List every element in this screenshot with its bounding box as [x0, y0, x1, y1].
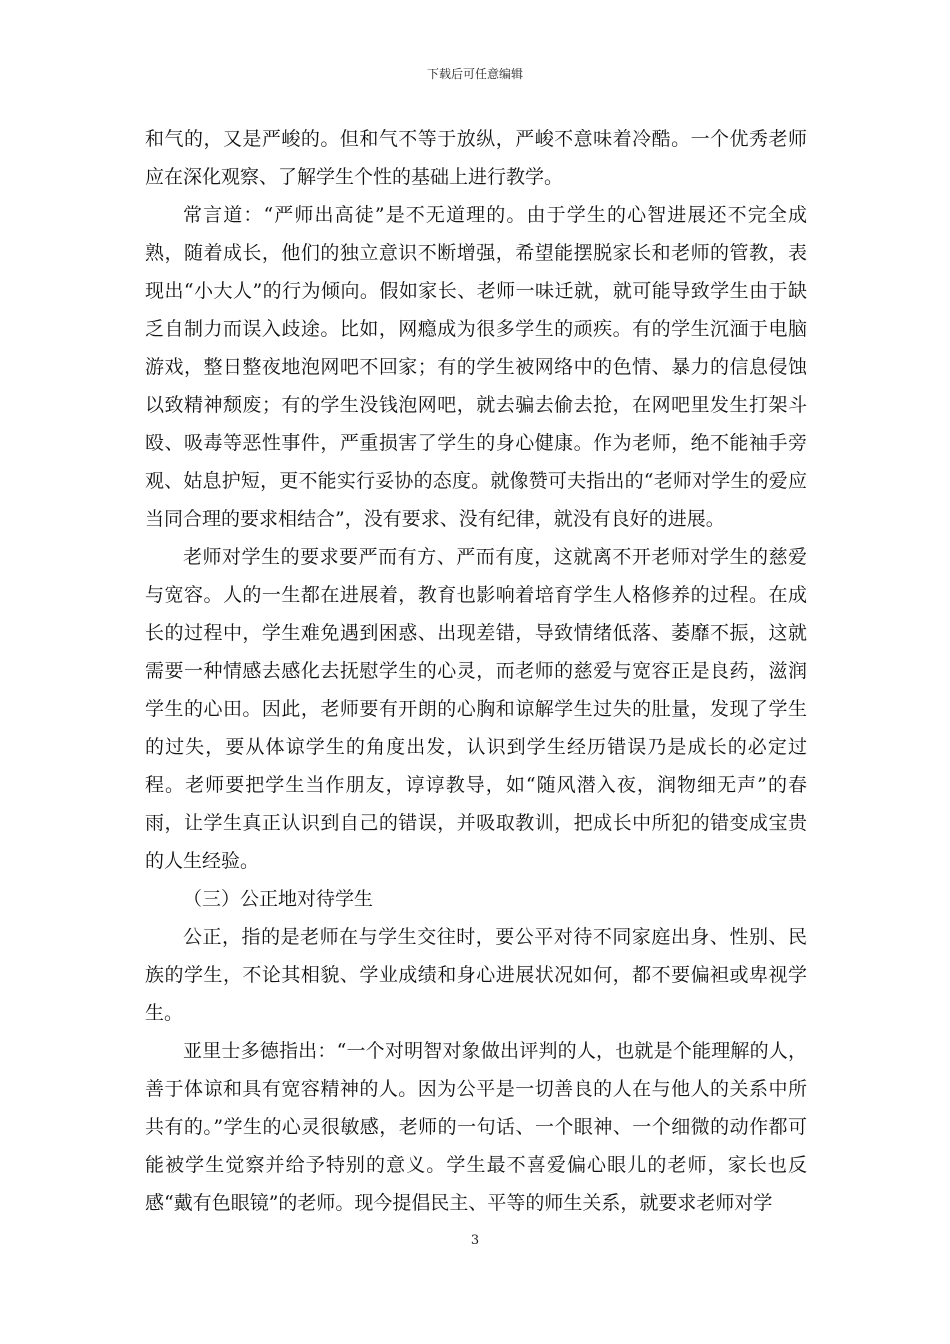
page-number: 3	[470, 1233, 480, 1248]
paragraph-love-and-tolerance: 老师对学生的要求要严而有方、严而有度，这就离不开老师对学生的慈爱与宽容。人的一生都在进展着，教育也影响着培育学生人格修养的过程。在成长的过程中，学生难免遇到困惑、出现差错，导致情绪低落、萎靡不振，这就需要一种情感去感化去抚慰学生的心灵，而老师的慈爱与宽容正是良药，滋润学生的心田。因此，老师要有开朗的心胸和谅解学生过失的肚量，发现了学生的过失，要从体谅学生的角度出发，认识到学生经历错误乃是成长的必定过程。老师要把学生当作朋友，谆谆教导，如“随风潜入夜，润物细无声”的春雨，让学生真正认识到自己的错误，并吸取教训，把成长中所犯的错变成宝贵的人生经验。	[145, 546, 807, 872]
document-body	[145, 120, 807, 1222]
section-heading: （三）公正地对待学生	[183, 888, 374, 910]
paragraph-strict-teacher: 常言道：“严师出高徒”是不无道理的。由于学生的心智进展还不完全成熟，随着成长，他们的独立意识不断增强，希望能摆脱家长和老师的管教，表现出“小大人”的行为倾向。假如家长、老师一味迁就，就可能导致学生由于缺乏自制力而误入歧途。比如，网瘾成为很多学生的顽疾。有的学生沉湎于电脑游戏，整日整夜地泡网吧不回家；有的学生被网络中的色情、暴力的信息侵蚀以致精神颓废；有的学生没钱泡网吧，就去骗去偷去抢，在网吧里发生打架斗殴、吸毒等恶性事件，严重损害了学生的身心健康。作为老师，绝不能袖手旁观、姑息护短，更不能实行妥协的态度。就像赞可夫指出的“老师对学生的爱应当同合理的要求相结合”，没有要求、没有纪律，就没有良好的进展。	[145, 204, 807, 530]
paragraph-aristotle-quote: 亚里士多德指出：“一个对明智对象做出评判的人，也就是个能理解的人，善于体谅和具有宽容精神的人。因为公平是一切善良的人在与他人的关系中所共有的。”学生的心灵很敏感，老师的一句话、一个眼神、一个细微的动作都可能被学生觉察并给予特别的意义。学生最不喜爱偏心眼儿的老师，家长也反感“戴有色眼镜”的老师。现今提倡民主、平等的师生关系，就要求老师对学	[145, 1040, 807, 1214]
paragraph-fairness-definition: 公正，指的是老师在与学生交往时，要公平对待不同家庭出身、性别、民族的学生，不论其相貌、学业成绩和身心进展状况如何，都不要偏袒或卑视学生。	[145, 926, 807, 1024]
page-header: 下载后可任意编辑	[426, 67, 523, 81]
paragraph-continued: 和气的，又是严峻的。但和气不等于放纵，严峻不意味着冷酷。一个优秀老师应在深化观察、了解学生个性的基础上进行教学。	[145, 128, 807, 188]
